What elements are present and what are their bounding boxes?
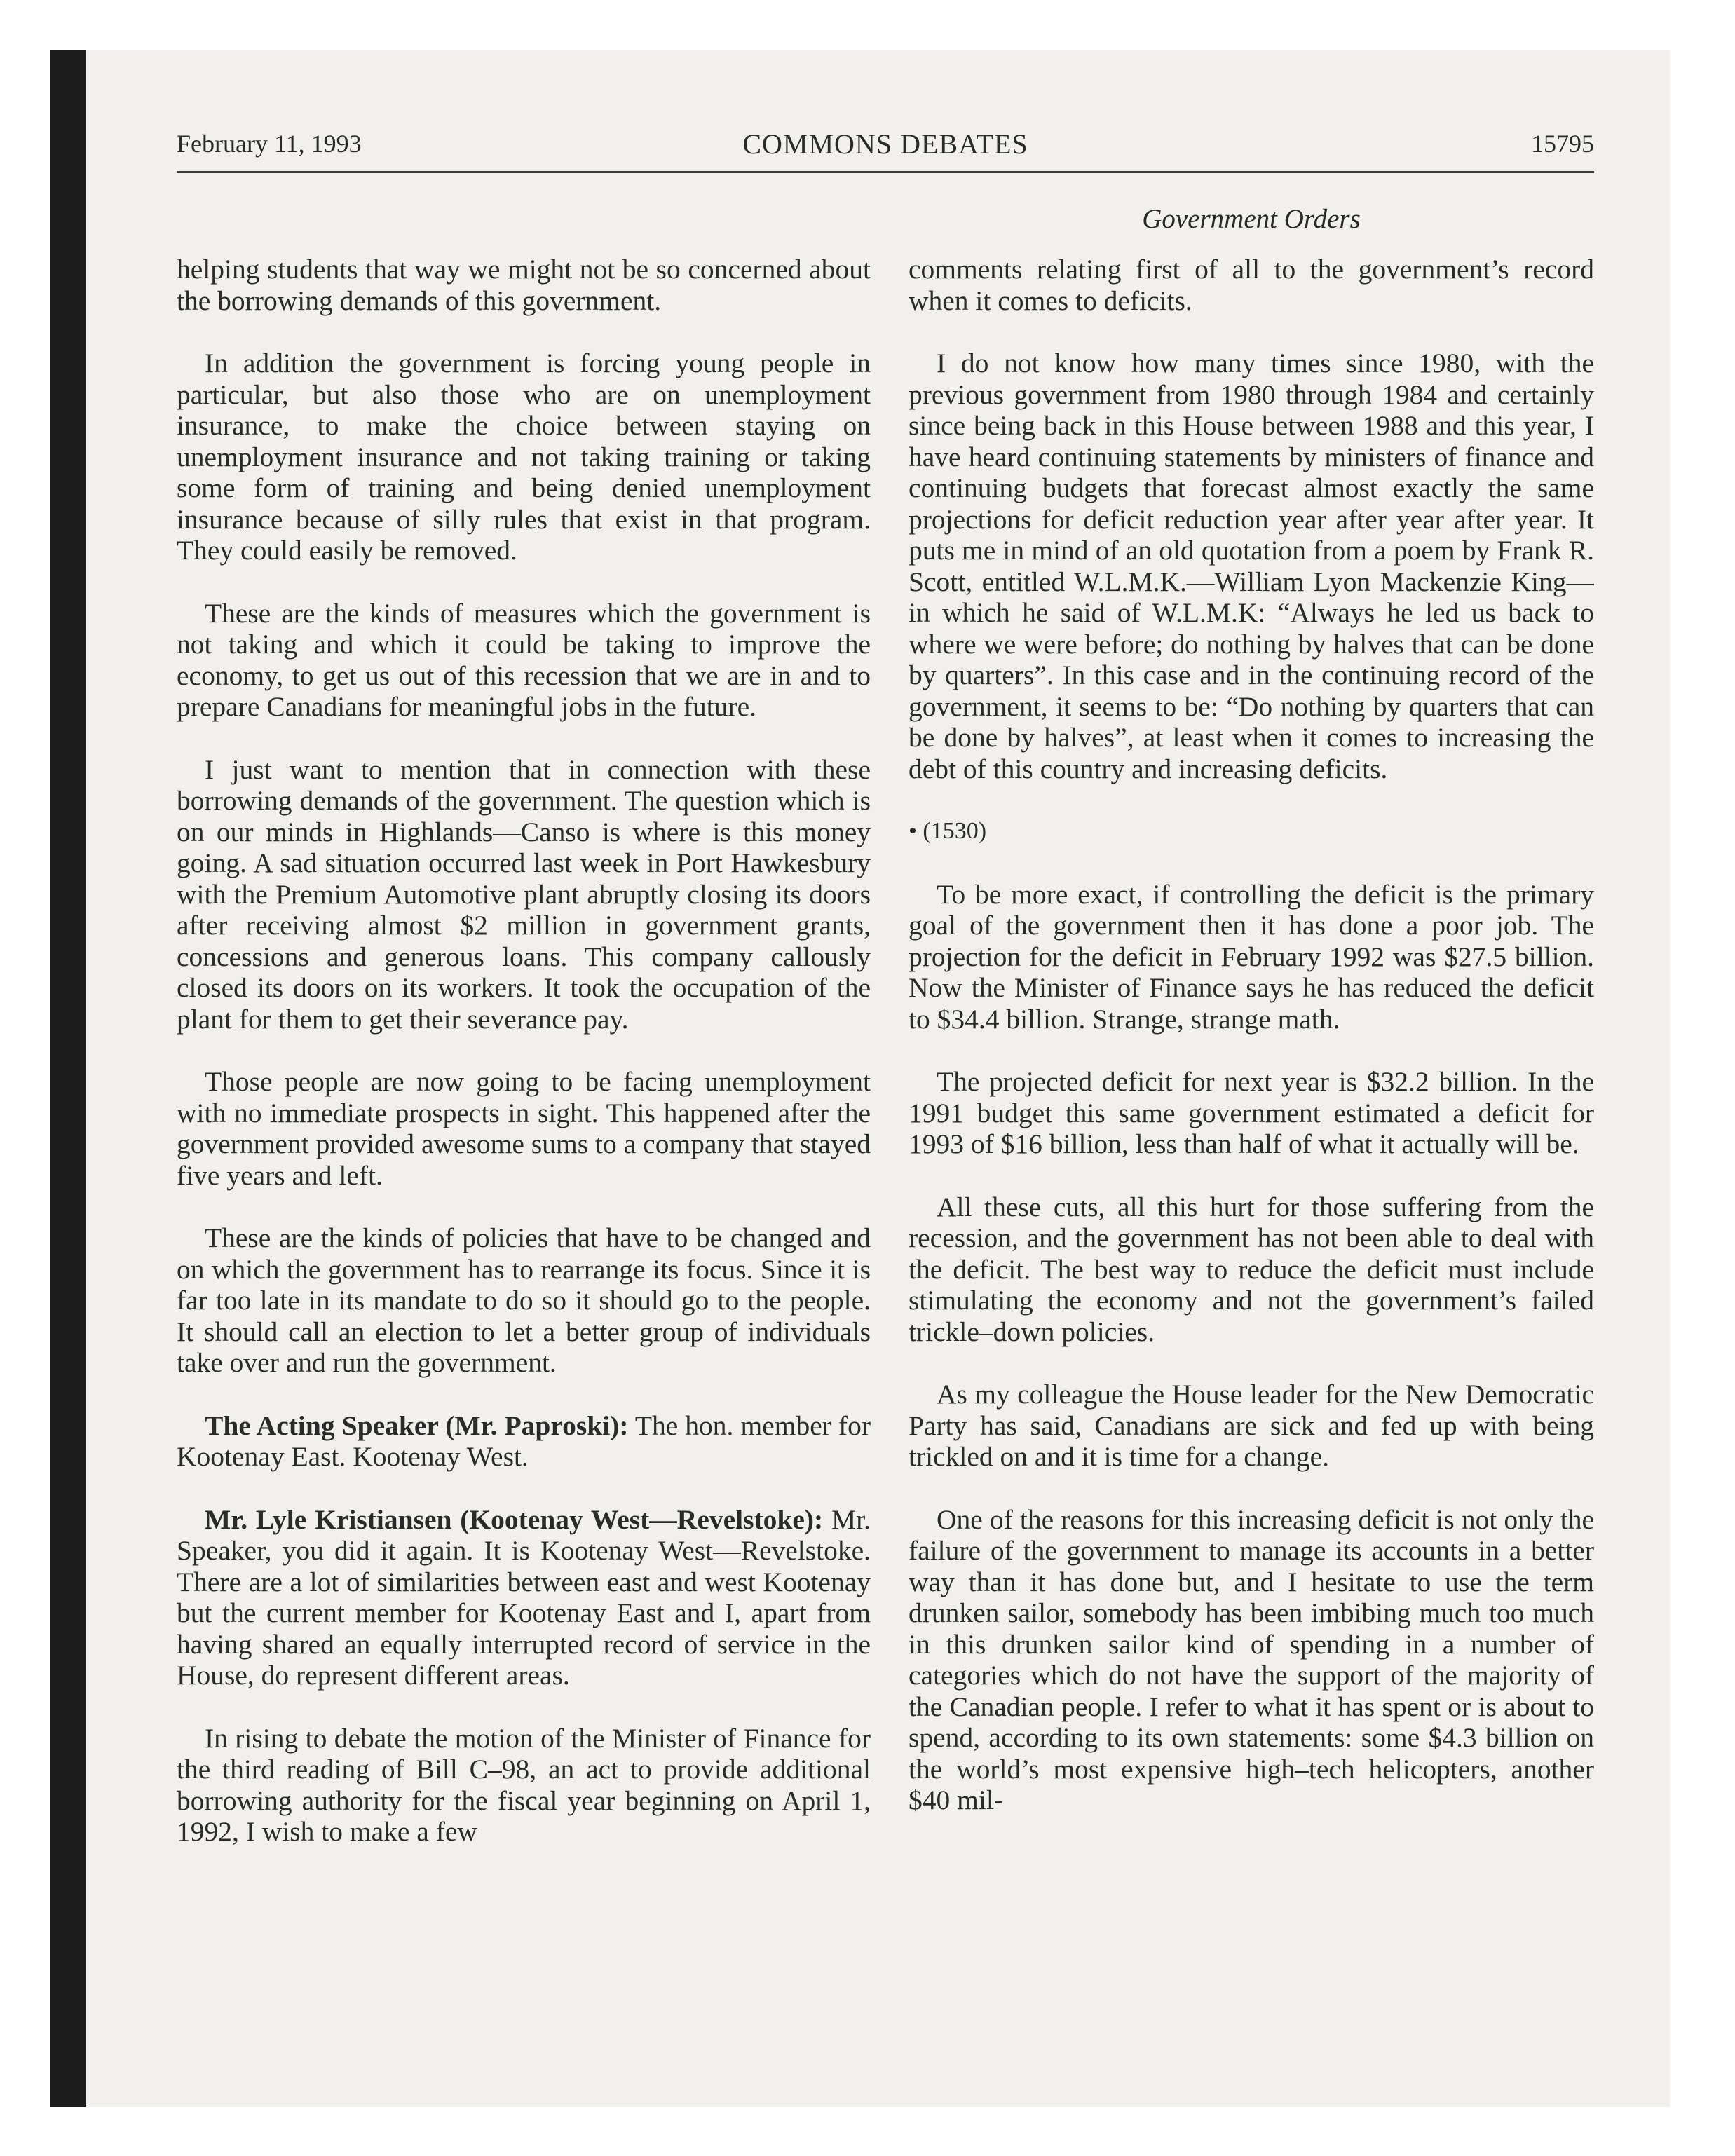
paragraph: helping students that way we might not be so concerned about the borrowing demands of this government. — [177, 254, 871, 316]
paragraph: To be more exact, if controlling the deficit is the primary goal of the government then it has done a poor job. The projection for the deficit in February 1992 was $27.5 billion. Now the Minister of Finance says he has reduced the deficit to $34.4 billion. Strange, strange math. — [909, 878, 1594, 1035]
time-marker: • (1530) — [909, 818, 987, 844]
speaker-paragraph — [177, 1504, 871, 1691]
speaker-paragraph — [177, 1410, 871, 1473]
paragraph: In rising to debate the motion of the Minister of Finance for the third reading of Bill C–98, an act to provide additional borrowing authority for the fiscal year beginning on April 1, 1992, I wish to make a few — [177, 1722, 871, 1847]
speaker-name: Mr. Lyle Kristiansen (Kootenay West—Revelstoke): — [205, 1503, 824, 1535]
scan-border — [50, 50, 86, 2107]
paragraph: All these cuts, all this hurt for those suffering from the recession, and the government has not been able to deal with the deficit. The best way to reduce the deficit must include stimulating the economy and not the government’s failed trickle–down policies. — [909, 1191, 1594, 1347]
paragraph: As my colleague the House leader for the New Democratic Party has said, Canadians are sick and fed up with being trickled on and it is time for a change. — [909, 1379, 1594, 1472]
paragraph: comments relating first of all to the government’s record when it comes to deficits. — [909, 254, 1594, 316]
right-column — [909, 254, 1594, 1950]
page-header — [177, 121, 1594, 173]
paragraph: These are the kinds of policies that have to be changed and on which the government has to rearrange its focus. Since it is far too late in its mandate to do so it should go to the people. It should call an election to let a better group of individuals take over and run the government. — [177, 1222, 871, 1378]
paragraph: One of the reasons for this increasing deficit is not only the failure of the government to manage its accounts in a better way than it has done but, and I hesitate to use the term drunken sailor, somebody has been imbibing much too much in this drunken sailor kind of spending in a number of categories which do not have the support of the majority of the Canadian people. I refer to what it has spent or is about to spend, according to its own statements: some $4.3 billion on the world’s most expensive high–tech helicopters, another $40 mil- — [909, 1503, 1594, 1815]
paragraph: These are the kinds of measures which the government is not taking and which it could be taking to improve the economy, to get us out of this recession that we are in and to prepare Canadians for meaningful jobs in the future. — [177, 597, 871, 722]
section-heading: Government Orders — [1142, 204, 1361, 234]
paragraph: I do not know how many times since 1980, with the previous government from 1980 through 1984 and certainly since being back in this House between 1988 and this year, I have heard continuing statements by ministers of finance and continuing budgets that forecast almost exactly the same projections for deficit reduction year after year after year. It puts me in mind of an old quotation from a poem by Frank R. Scott, entitled W.L.M.K.—William Lyon Mackenzie King—in which he said of W.L.M.K: “Always he led us back to where we were before; do nothing by halves that can be done by quarters”. In this case and in the continuing record of the government, it seems to be: “Do nothing by quarters that can be done by halves”, at least when it comes to increasing the debt of this country and increasing deficits. — [909, 348, 1594, 784]
speaker-name: The Acting Speaker (Mr. Paproski): — [205, 1410, 629, 1441]
header-title: COMMONS DEBATES — [742, 128, 1028, 160]
paragraph: I just want to mention that in connection with these borrowing demands of the government. The question which is on our minds in Highlands—Canso is where is this money going. A sad situation occurred last week in Port Hawkesbury with the Premium Automotive plant abruptly closing its doors after receiving almost $2 million in government grants, concessions and generous loans. This company callously closed its doors on its workers. It took the occupation of the plant for them to get their severance pay. — [177, 753, 871, 1035]
paragraph: In addition the government is forcing young people in particular, but also those who are on unemployment insurance, to make the choice between staying on unemployment insurance and not taking training or taking some form of training and being denied unemployment insurance because of silly rules that exist in that program. They could easily be removed. — [177, 348, 871, 566]
speech-text: Mr. Speaker, you did it again. It is Kootenay West—Revelstoke. There are a lot of similarities between east and west Kootenay but the current member for Kootenay East and I, apart from having shared an equally interrupted record of service in the House, do represent different areas. — [177, 1503, 871, 1691]
paragraph: Those people are now going to be facing unemployment with no immediate prospects in sight. This happened after the government provided awesome sums to a company that stayed five years and left. — [177, 1066, 871, 1191]
left-column — [177, 254, 871, 1950]
paragraph: The projected deficit for next year is $32.2 billion. In the 1991 budget this same government estimated a deficit for 1993 of $16 billion, less than half of what it actually will be. — [909, 1066, 1594, 1159]
speech-text: The hon. member for Kootenay East. Kootenay West. — [177, 1410, 871, 1472]
header-date: February 11, 1993 — [177, 130, 362, 158]
header-page-number: 15795 — [1531, 130, 1594, 158]
